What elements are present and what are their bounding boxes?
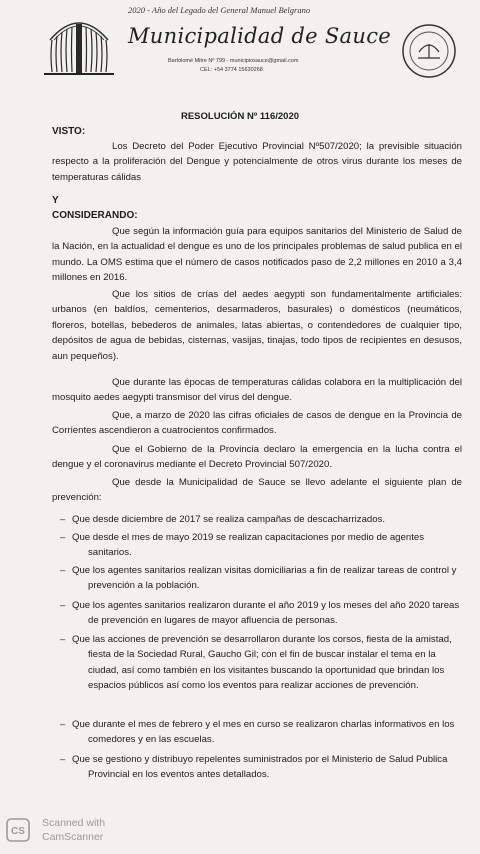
bullet-text: Que los agentes sanitarios realizan visitas domiciliarias a fin de realizar tareas de control y prevención a la población. <box>72 565 457 592</box>
bullet-dash: – <box>60 514 66 525</box>
considerando-paragraph-2 <box>52 287 462 364</box>
camscanner-logo-text: CS <box>11 826 25 837</box>
bullet-text: Que las acciones de prevención se desarrollaron durante los corsos, fiesta de la amistad, fiesta de la Sociedad Rural, Gaucho Gil; con el fin de buscar instalar el tema en la ciudad, así como también en los visitantes buscando la oportunidad que brindan los espacios públicos así como los eventos para realizar acciones de prevención. <box>72 634 452 692</box>
paragraph-text: Que durante las épocas de temperaturas cálidas colabora en la multiplicación del mosquito aedes aegypti transmisor del virus del dengue. <box>52 377 462 404</box>
paragraph-text: Que los sitios de crías del aedes aegypti son fundamentalmente artificiales: urbanos (en baldíos, cementerios, desarmaderos, basurales) o domésticos (neumáticos, floreros, botellas, bebederos de animales, latas abiertas, o contendedores de cualquier tipo, depósitos de agua de bebidas, cisternas, vasijas, tinajas, todo tipos de recipientes en desusos, aun pequeños). <box>52 289 462 362</box>
watermark-line-1: Scanned with <box>42 817 106 829</box>
bullet-dash: – <box>60 754 66 765</box>
visto-text: Los Decreto del Poder Ejecutivo Provincial Nº507/2020; la previsible situación respecto a la proliferación del Dengue y potencialmente de otros virus durante los meses de temperaturas cálidas <box>52 141 462 183</box>
considerando-paragraph-3 <box>52 375 462 406</box>
bullet-dash: – <box>60 532 66 543</box>
bullet-text: Que los agentes sanitarios realizaron durante el año 2019 y los meses del año 2020 tareas de prevención en lugares de mayor afluencia de personas. <box>72 600 460 627</box>
paragraph-text: Que según la información guía para equipos sanitarios del Ministerio de Salud de la Nación, en la actualidad el dengue es uno de los principales problemas de salud publica en el mundo. La OMS estima que el número de casos notificados paso de 2,2 millones en 2010 a 3,4 millones en 2016. <box>52 226 462 284</box>
watermark-line-2: CamScanner <box>42 831 104 843</box>
prevention-bullet-5 <box>60 632 464 694</box>
willow-tree-logo-icon <box>40 10 118 82</box>
prevention-bullet-1 <box>60 512 464 527</box>
visto-heading: VISTO: <box>52 126 86 137</box>
paragraph-text: Que, a marzo de 2020 las cifras oficiales de casos de dengue en la Provincia de Corrientes ascendieron a cuatrocientos confirmados. <box>52 410 462 437</box>
municipality-name: Municipalidad de Sauce <box>128 24 391 48</box>
considerando-paragraph-5 <box>52 442 462 473</box>
visto-paragraph <box>52 139 462 185</box>
paragraph-text: Que desde la Municipalidad de Sauce se llevo adelante el siguiente plan de prevención: <box>52 477 462 504</box>
bullet-text: Que se gestiono y distribuyo repelentes suministrados por el Ministerio de Salud Publica Provincial en los eventos antes detallados. <box>72 754 448 781</box>
considerando-paragraph-4 <box>52 408 462 439</box>
bullet-dash: – <box>60 600 66 611</box>
camscanner-logo-icon <box>6 818 30 842</box>
address-line: Bartolomé Mitre Nº 799 - municipiosauce@gmail.com <box>168 58 299 64</box>
prevention-bullet-2 <box>60 530 464 561</box>
prevention-bullet-4 <box>60 598 464 629</box>
resolution-title: RESOLUCIÓN Nº 116/2020 <box>180 111 300 122</box>
paragraph-text: Que el Gobierno de la Provincia declaro la emergencia en la lucha contra el dengue y el coronavirus mediante el Decreto Provincial 507/2020. <box>52 444 462 471</box>
conjunction-y: Y <box>52 195 59 206</box>
prevention-bullet-7 <box>60 752 464 783</box>
bullet-text: Que desde el mes de mayo 2019 se realizan capacitaciones por medio de agentes sanitarios. <box>72 532 424 559</box>
prevention-bullet-3 <box>60 563 464 594</box>
bullet-dash: – <box>60 634 66 645</box>
bullet-text: Que durante el mes de febrero y el mes en curso se realizaron charlas informativos en los comedores y en las escuelas. <box>72 719 455 746</box>
municipal-seal-icon <box>400 22 458 80</box>
year-motto: 2020 - Año del Legado del General Manuel Belgrano <box>128 5 311 15</box>
bullet-text: Que desde diciembre de 2017 se realiza campañas de descacharrizados. <box>72 514 386 525</box>
bullet-dash: – <box>60 565 66 576</box>
considerando-paragraph-6 <box>52 475 462 506</box>
considerando-heading: CONSIDERANDO: <box>52 210 138 221</box>
phone-line: CEL: +54 3774 15630268 <box>200 67 263 73</box>
bullet-dash: – <box>60 719 66 730</box>
prevention-bullet-6 <box>60 717 464 748</box>
considerando-paragraph-1 <box>52 224 462 286</box>
